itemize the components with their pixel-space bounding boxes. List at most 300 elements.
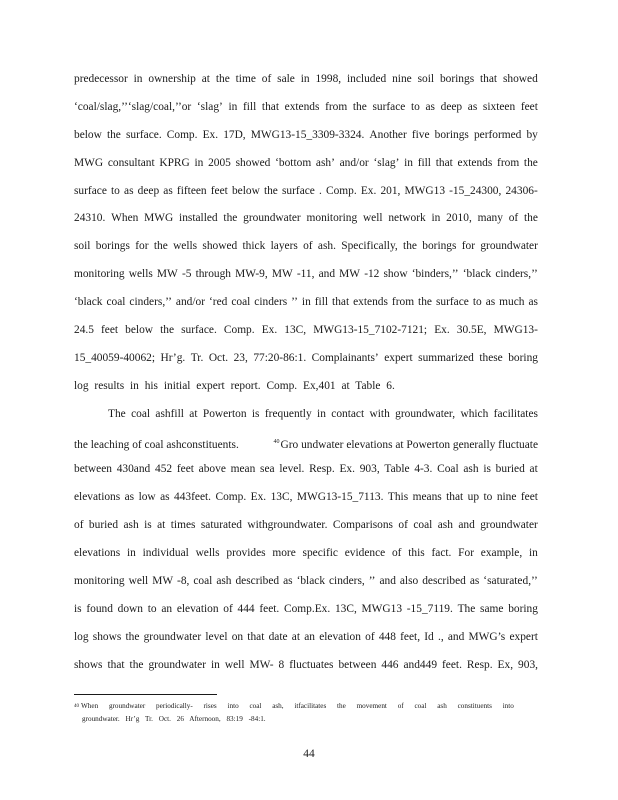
word: constituents	[457, 702, 492, 710]
word: as	[528, 296, 538, 309]
word: buried	[88, 519, 119, 532]
word: is	[251, 407, 260, 420]
word: elevations	[74, 547, 121, 560]
word: Hr’g.	[160, 351, 186, 364]
word: example,	[480, 547, 523, 560]
text-line	[74, 209, 538, 237]
word: monitoring	[74, 268, 125, 281]
text-line	[74, 460, 538, 488]
word: is	[483, 463, 491, 476]
word: rises	[203, 702, 217, 710]
word: feet	[520, 100, 538, 113]
word: 24310.	[74, 212, 106, 225]
word: MW	[271, 268, 293, 281]
word: provides	[226, 547, 266, 560]
word: 23,	[233, 351, 248, 364]
word: ‘coal/slag,’’‘slag/coal,’’or	[74, 100, 192, 113]
word: -11,	[296, 268, 315, 281]
word: is	[144, 519, 152, 532]
word: feet	[176, 463, 194, 476]
word: also	[399, 575, 419, 588]
word: wells	[195, 547, 220, 560]
word: sixteen	[482, 100, 516, 113]
word: of	[398, 519, 408, 532]
word: groundwater	[148, 658, 207, 671]
word: ‘slag’	[373, 156, 400, 169]
text-line	[74, 321, 538, 349]
word: down	[117, 602, 143, 615]
word: consultant	[107, 156, 155, 169]
word: boring	[508, 351, 538, 364]
word: Tr.	[190, 351, 204, 364]
word: ownership	[148, 73, 196, 85]
word: below	[74, 128, 102, 141]
word: as	[485, 296, 496, 309]
word: MWG13-15_7102-7121;	[313, 324, 428, 337]
word: groundwater	[480, 240, 538, 253]
word: in	[301, 296, 311, 309]
word: and449	[403, 658, 438, 671]
word: ‘black	[462, 268, 492, 281]
word: Table	[384, 463, 410, 476]
word: ash	[216, 575, 232, 588]
word: in	[228, 100, 238, 113]
word: soil	[417, 73, 435, 85]
word: at	[529, 463, 538, 476]
word: described	[235, 575, 280, 588]
word: ‘red	[208, 296, 228, 309]
word: show	[383, 268, 408, 281]
word: Comp.Ex.	[284, 602, 331, 615]
word: MWG	[144, 212, 174, 225]
word: 444	[237, 602, 255, 615]
footnote-line	[74, 701, 514, 714]
word: fill	[242, 100, 257, 113]
word: groundwater	[480, 519, 538, 532]
text-line	[74, 154, 538, 182]
word: 201,	[380, 184, 401, 197]
word: at	[201, 73, 210, 85]
word: time	[235, 73, 256, 85]
word: buried	[495, 463, 525, 476]
word: ash	[463, 463, 479, 476]
word: elevation	[319, 630, 361, 643]
word: to	[410, 100, 420, 113]
word: the	[223, 212, 238, 225]
word: in	[528, 547, 538, 560]
word: feet,	[400, 630, 421, 643]
word: When	[81, 702, 99, 710]
word: in	[194, 156, 204, 169]
word: well	[224, 658, 245, 671]
word: performed	[473, 128, 522, 141]
word: This	[387, 491, 409, 504]
text-line	[74, 98, 538, 126]
footnote-separator	[74, 694, 217, 695]
word: MW	[152, 575, 174, 588]
word: withgroundwater.	[247, 519, 328, 532]
word: cinders,’’	[495, 268, 538, 281]
word: of	[74, 519, 84, 532]
word: to	[111, 184, 120, 197]
word: in	[211, 658, 220, 671]
word: surface	[74, 184, 107, 197]
word: surface	[372, 100, 406, 113]
text-line	[74, 628, 538, 656]
word: coal	[249, 702, 262, 710]
text-line	[74, 544, 538, 572]
word: -15_24300,	[449, 184, 502, 197]
word: cinders,’’	[129, 296, 172, 309]
word: the	[523, 156, 538, 169]
word: showed	[502, 73, 538, 85]
word: -8,	[177, 575, 190, 588]
text-line	[74, 182, 538, 210]
footnote	[74, 701, 514, 725]
word: fluctuates	[289, 658, 334, 671]
word: low	[138, 491, 156, 504]
word: coal	[131, 407, 151, 420]
word: coal	[414, 702, 427, 710]
word: specific	[302, 547, 338, 560]
word: 1998,	[315, 73, 342, 85]
word: by	[526, 128, 538, 141]
word: as	[124, 184, 134, 197]
word: for	[461, 240, 476, 253]
word: shows	[74, 658, 103, 671]
word: as	[160, 491, 170, 504]
word: .	[319, 184, 322, 197]
word: evidence	[344, 547, 386, 560]
word: the	[215, 73, 230, 85]
word: -12	[364, 268, 380, 281]
word: Resp.	[466, 658, 493, 671]
word: expert	[384, 351, 413, 364]
word: MWG13-	[493, 324, 538, 337]
word: from	[497, 156, 520, 169]
word: the	[125, 630, 140, 643]
word: the	[403, 240, 417, 253]
word: groundwater	[143, 630, 202, 643]
word: 8	[278, 658, 285, 671]
word: 13C,	[284, 324, 307, 337]
word: ‘black	[74, 296, 103, 309]
word: fifteen	[176, 184, 207, 197]
word: surface	[281, 184, 315, 197]
word: monitoring	[74, 575, 125, 588]
word: this	[408, 547, 425, 560]
word: extends	[353, 296, 388, 309]
word: ash.	[317, 240, 336, 253]
word: 24.5	[74, 324, 94, 337]
word: above	[198, 463, 226, 476]
word: Comp.	[166, 128, 198, 141]
word: for	[135, 240, 149, 253]
word: 77:20-86:1.	[253, 351, 307, 364]
word: Comparisons	[332, 519, 393, 532]
word: MWG13	[361, 602, 403, 615]
footnote-reference[interactable]: 40	[273, 438, 280, 445]
word: ‘binders,’’	[411, 268, 459, 281]
word: boring	[508, 602, 538, 615]
word: between	[338, 658, 377, 671]
footnote-text	[81, 701, 514, 714]
word: ’’	[368, 575, 376, 588]
word: predecessor	[74, 73, 128, 85]
word: much	[499, 296, 525, 309]
word: of	[261, 73, 272, 85]
word: an	[161, 602, 173, 615]
word: 24306-	[505, 184, 538, 197]
word: the	[352, 100, 367, 113]
word: 4-3.	[414, 463, 433, 476]
word: 443feet.	[174, 491, 212, 504]
word: of	[397, 702, 404, 710]
word: coal	[231, 296, 251, 309]
word: ashfill	[155, 407, 184, 420]
word: coal	[413, 519, 433, 532]
word: ‘slag’	[196, 100, 223, 113]
word: borings	[439, 73, 475, 85]
word: into	[502, 702, 514, 710]
word: at	[157, 519, 166, 532]
word: ash	[123, 519, 139, 532]
word: installed	[179, 212, 218, 225]
word: summarized	[418, 351, 474, 364]
word: ‘black	[296, 575, 326, 588]
word: feet	[210, 184, 228, 197]
word: KPRG	[159, 156, 190, 169]
word: extends	[457, 156, 493, 169]
word: groundwater	[243, 212, 301, 225]
word: below	[231, 184, 260, 197]
word: surface	[435, 296, 469, 309]
word: same	[480, 602, 504, 615]
word: 13C,	[270, 491, 293, 504]
word: as	[163, 184, 173, 197]
word: 430and	[116, 463, 151, 476]
word: -15_7119.	[406, 602, 453, 615]
word: MWG13-15_3309-3324.	[250, 128, 365, 141]
text-line	[74, 656, 538, 684]
word: Comp.	[223, 324, 255, 337]
footnote-number: 40	[74, 704, 79, 709]
word: well	[362, 212, 383, 225]
word: the	[106, 128, 121, 141]
word: the	[160, 324, 175, 337]
word: Comp.	[325, 184, 357, 197]
word: that	[480, 73, 498, 85]
word: MW	[339, 268, 361, 281]
word: more	[272, 547, 296, 560]
word: included	[347, 73, 387, 85]
word: individual	[142, 547, 189, 560]
word: fact.	[431, 547, 452, 560]
word: many	[477, 212, 503, 225]
word: and	[447, 630, 465, 643]
word: deep	[440, 100, 463, 113]
word: .,	[437, 630, 444, 643]
word: the	[129, 658, 144, 671]
word: shows	[92, 630, 122, 643]
word: network	[388, 212, 426, 225]
text-line	[74, 237, 538, 265]
word: Id	[424, 630, 434, 643]
word: wells	[173, 240, 198, 253]
word: ash’	[315, 156, 335, 169]
word: wells	[128, 268, 153, 281]
word: Another	[369, 128, 407, 141]
word: contact	[331, 407, 365, 420]
word: Complainants’	[311, 351, 379, 364]
word: as	[283, 575, 293, 588]
word: and/or	[175, 296, 205, 309]
word: the	[263, 184, 278, 197]
word: on	[231, 630, 244, 643]
word: mean	[230, 463, 256, 476]
word: between	[74, 463, 112, 476]
word: in	[300, 73, 310, 85]
word: MWG13-15_7113.	[296, 491, 384, 504]
word: and	[318, 268, 336, 281]
word: the	[524, 212, 538, 225]
word: in	[404, 156, 413, 169]
word: with	[369, 407, 390, 420]
word: to	[472, 296, 482, 309]
text-line	[74, 572, 538, 600]
word: 448	[378, 630, 396, 643]
word: deep	[137, 184, 160, 197]
word: described	[422, 575, 466, 588]
word: surface.	[181, 324, 217, 337]
word: elevations	[74, 491, 121, 504]
word: MW	[156, 268, 178, 281]
word: an	[304, 630, 315, 643]
word: Ex.	[339, 463, 355, 476]
word: and	[458, 519, 475, 532]
word: the	[337, 702, 346, 710]
word: The	[108, 407, 126, 420]
word: MWG’s	[468, 630, 506, 643]
word: and/or	[339, 156, 369, 169]
word: that	[261, 100, 279, 113]
word: layers	[270, 240, 298, 253]
word: frequently	[264, 407, 312, 420]
text-line	[74, 293, 538, 321]
word: log	[74, 630, 89, 643]
word: Oct.	[208, 351, 229, 364]
word: times	[170, 519, 196, 532]
word: nine	[496, 491, 517, 504]
word: borings	[95, 240, 130, 253]
word: fill	[314, 296, 329, 309]
word: sea	[260, 463, 275, 476]
word: ‘bottom	[275, 156, 312, 169]
word: of	[508, 212, 519, 225]
word: that	[435, 156, 453, 169]
word: Ex.	[434, 324, 450, 337]
word: up	[467, 491, 480, 504]
text-line: log results in his initial expert report. Comp. Ex,401 at Table 6.	[74, 379, 395, 392]
word: in	[431, 212, 441, 225]
word: that	[247, 630, 265, 643]
word: extends	[284, 100, 320, 113]
word: cinders	[254, 296, 288, 309]
text-line	[74, 126, 538, 154]
word: coal	[193, 575, 213, 588]
word: Comp.	[215, 491, 247, 504]
paragraph-first-line	[74, 405, 538, 433]
word: fill	[417, 156, 431, 169]
word: level.	[279, 463, 305, 476]
word: the	[153, 240, 168, 253]
word: that	[332, 296, 350, 309]
word: and	[379, 575, 396, 588]
word: ash,	[272, 702, 284, 710]
word: periodically-	[156, 702, 193, 710]
word: sale	[277, 73, 295, 85]
word: MWG13	[404, 184, 446, 197]
word: that	[446, 491, 464, 504]
word: found	[86, 602, 113, 615]
word: in	[133, 73, 143, 85]
word: Coal	[437, 463, 459, 476]
word: ash	[437, 519, 453, 532]
word: Ex.	[250, 491, 267, 504]
word: feet.	[442, 658, 462, 671]
text-segment: the leaching of coal ashconstituents.	[74, 438, 239, 451]
word: 446	[381, 658, 399, 671]
word: movement	[356, 702, 387, 710]
word: these	[479, 351, 503, 364]
text-line	[74, 516, 538, 544]
word: Ex,	[497, 658, 514, 671]
word: five	[411, 128, 430, 141]
text-line	[74, 488, 538, 516]
body-text	[74, 70, 538, 684]
word: 2010,	[446, 212, 472, 225]
word: When	[111, 212, 139, 225]
word: Specifically,	[341, 240, 398, 253]
word: the	[418, 296, 432, 309]
word: MW-	[249, 658, 274, 671]
word: feet	[520, 491, 538, 504]
word: expert	[509, 630, 538, 643]
word: ’’	[291, 296, 298, 309]
word: 15_40059-40062;	[74, 351, 155, 364]
word: 903,	[359, 463, 380, 476]
footnote-first-segment	[74, 701, 79, 714]
word: as	[469, 575, 480, 588]
word: surface.	[125, 128, 162, 141]
word: through	[195, 268, 231, 281]
word: nine	[392, 73, 412, 85]
text-line	[74, 265, 538, 293]
word: 17D,	[223, 128, 246, 141]
word: 13C,	[334, 602, 357, 615]
word: which	[460, 407, 489, 420]
text-line-with-footnote	[74, 433, 538, 461]
word: -5	[181, 268, 192, 281]
word: of	[391, 547, 402, 560]
word: showed	[235, 156, 271, 169]
word: showed	[202, 240, 238, 253]
word: in	[317, 407, 326, 420]
word: saturated	[200, 519, 242, 532]
word: borings	[422, 240, 457, 253]
word: Ex.	[360, 184, 377, 197]
word: date	[268, 630, 288, 643]
